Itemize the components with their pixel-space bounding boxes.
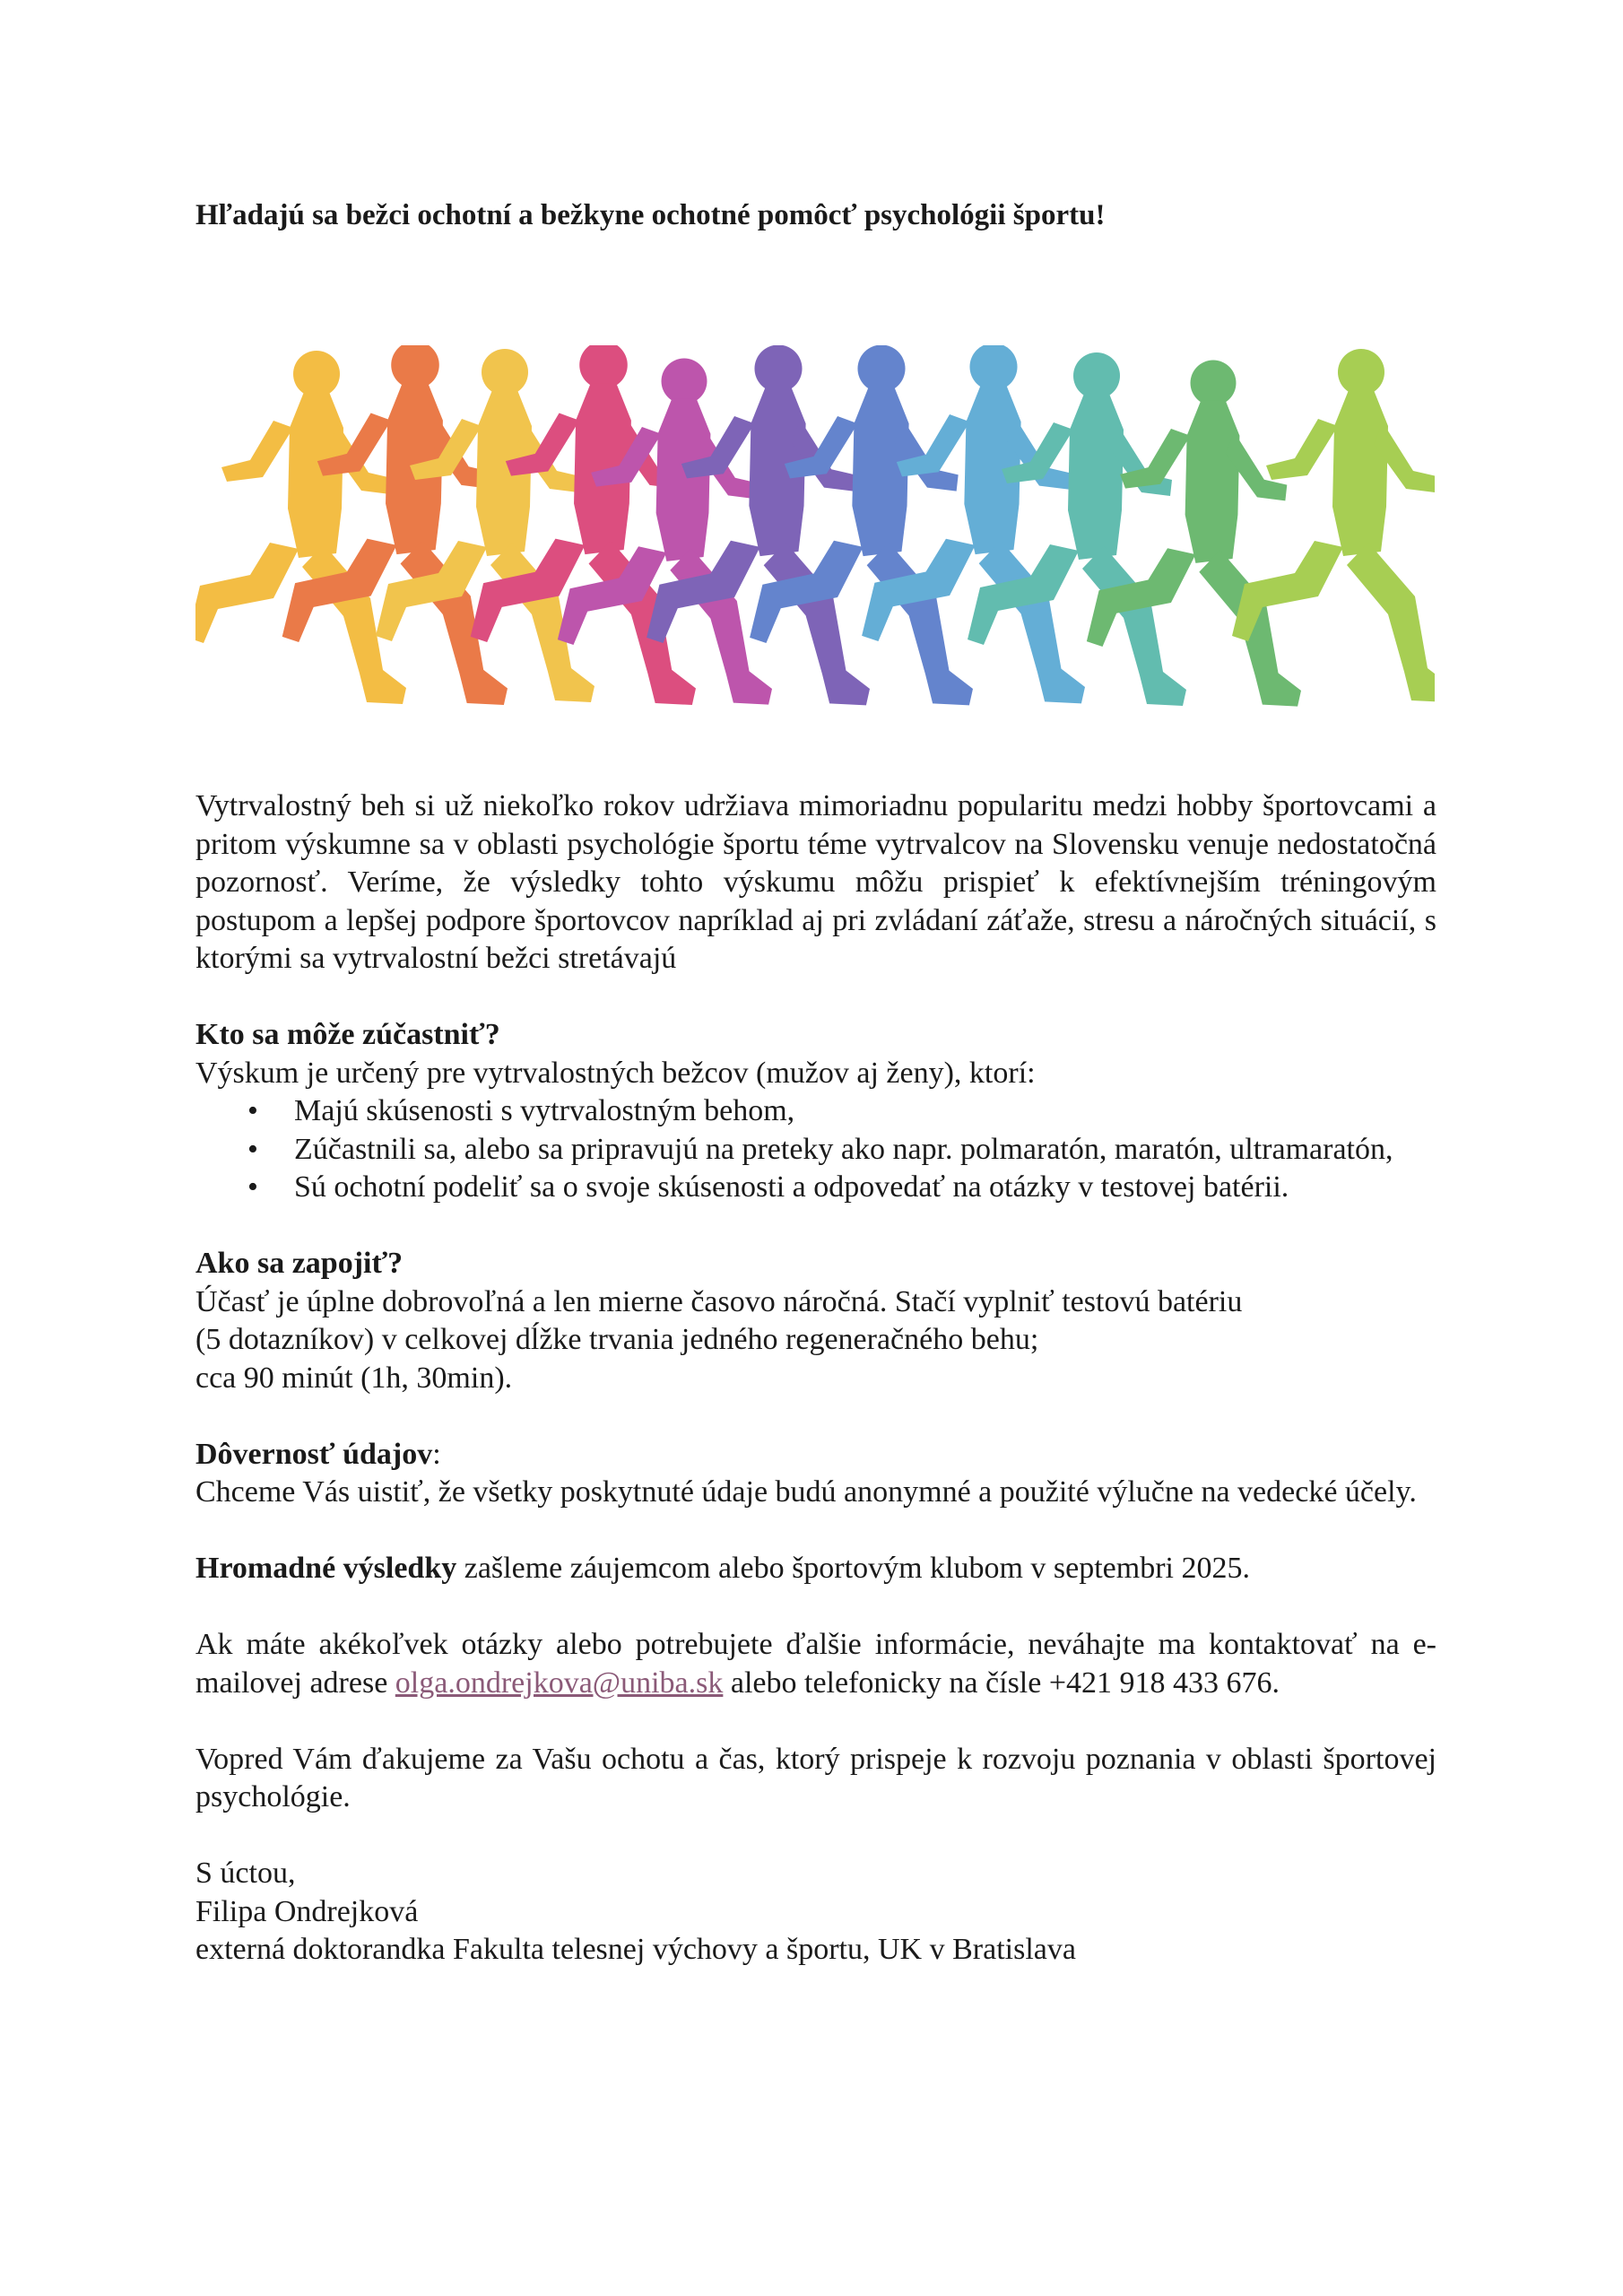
contact-paragraph: Ak máte akékoľvek otázky alebo potrebujete ďalšie informácie, neváhajte ma kontaktovať na e-mailovej adrese olga.ondrejkova@uniba.sk alebo telefonicky na čísle +421 918 433 676. <box>195 1628 1436 1700</box>
results-paragraph: Hromadné výsledky zašleme záujemcom alebo športovým klubom v septembri 2025. <box>195 1552 1250 1585</box>
thanks-paragraph: Vopred Vám ďakujeme za Vašu ochotu a čas, ktorý prispeje k rozvoju poznania v oblasti športovej psychológie. <box>195 1742 1436 1813</box>
signature-name: Filipa Ondrejková <box>195 1894 419 1928</box>
privacy-text: Chceme Vás uistiť, že všetky poskytnuté údaje budú anonymné a použité výlučne na vedecké účely. <box>195 1475 1417 1509</box>
signature-greeting: S úctou, <box>195 1857 296 1890</box>
list-item: • Majú skúsenosti s vytrvalostným behom, <box>195 1092 1436 1131</box>
runner-1-icon <box>195 351 406 704</box>
bullet-icon: • <box>247 1170 258 1204</box>
email-link[interactable]: olga.ondrejkova@uniba.sk <box>395 1665 724 1700</box>
list-item: • Zúčastnili sa, alebo sa pripravujú na preteky ako napr. polmaratón, maratón, ultramaratón, <box>195 1131 1436 1170</box>
intro-paragraph: Vytrvalostný beh si už niekoľko rokov udržiava mimoriadnu popularitu medzi hobby športovcami a pritom výskumne sa v oblasti psychológie športu téme vytrvalcov na Slovensku venuje nedostatočná pozornosť. Veríme, že výsledky tohto výskumu môžu prispieť k efektívnejším tréningovým postupom a lepšej podpore športovcov napríklad aj pri zvládaní záťaže, stresu a náročných situácií, s ktorými sa vytrvalostní bežci stretávajú <box>195 789 1436 975</box>
how-line: Účasť je úplne dobrovoľná a len mierne časovo náročná. Stačí vyplniť testovú batériu <box>195 1284 1243 1318</box>
bullet-icon: • <box>247 1132 258 1166</box>
list-item: • Sú ochotní podeliť sa o svoje skúsenosti a odpovedať na otázky v testovej batérii. <box>195 1169 1436 1207</box>
running-people-silhouettes-icon <box>195 345 1435 713</box>
results-bold: Hromadné výsledky <box>195 1552 457 1585</box>
how-line: (5 dotazníkov) v celkovej dĺžke trvania jedného regeneračného behu; <box>195 1323 1039 1356</box>
privacy-heading-line: Dôvernosť údajov: <box>195 1437 441 1471</box>
who-heading: Kto sa môže zúčastniť? <box>195 1018 500 1051</box>
how-line: cca 90 minút (1h, 30min). <box>195 1361 513 1395</box>
page-title: Hľadajú sa bežci ochotní a bežkyne ochotné pomôcť psychológii športu! <box>195 199 1106 231</box>
signature-role: externá doktorandka Fakulta telesnej výchovy a športu, UK v Bratislava <box>195 1933 1076 1966</box>
who-lead: Výskum je určený pre vytrvalostných bežcov (mužov aj ženy), ktorí: <box>195 1056 1036 1090</box>
privacy-heading: Dôvernosť údajov <box>195 1437 433 1471</box>
bullet-icon: • <box>247 1094 258 1127</box>
letter-body <box>195 787 1436 1970</box>
who-list <box>195 1092 1436 1207</box>
how-heading: Ako sa zapojiť? <box>195 1247 404 1280</box>
